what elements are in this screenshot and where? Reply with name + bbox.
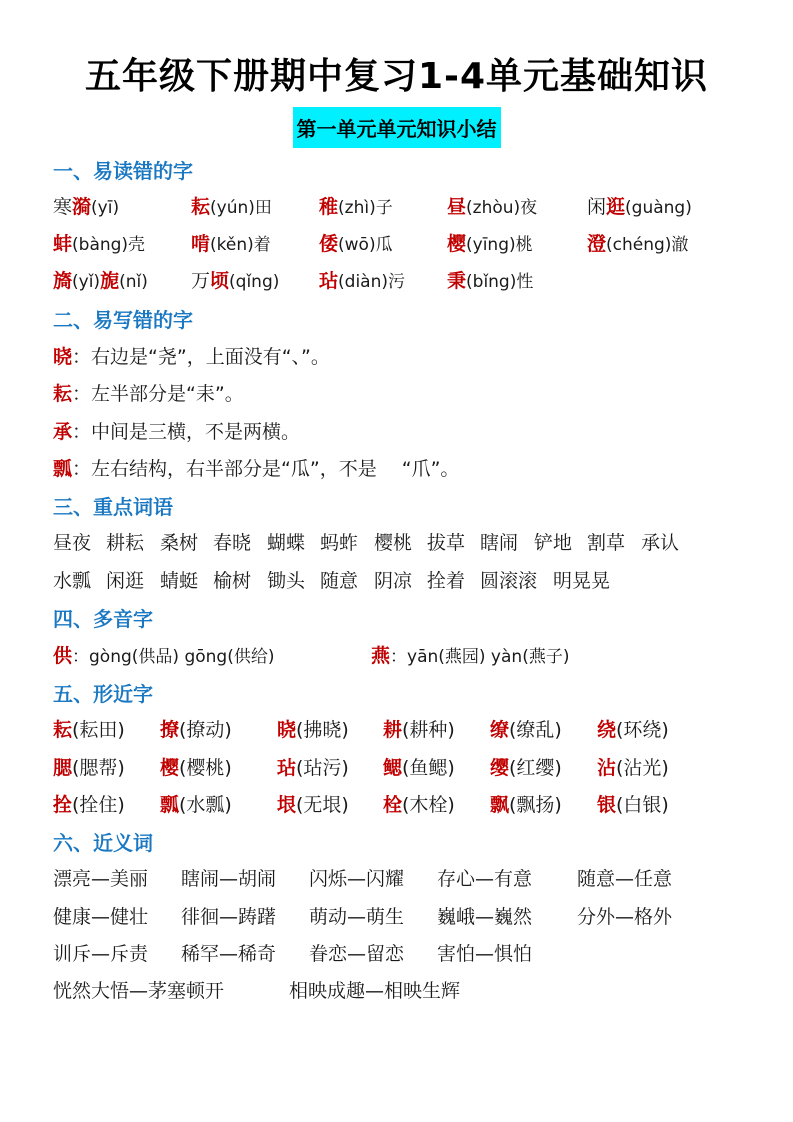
synonym-pair: 萌动—萌生	[309, 906, 405, 928]
vocab-word: 樱桃	[374, 532, 413, 554]
section-heading-synonyms: 六、近义词	[53, 831, 153, 855]
page-title: 五年级下册期中复习1-4单元基础知识	[84, 56, 709, 97]
vocab-word: 耕耘	[106, 532, 145, 554]
writing-item: 晓：右边是“尧”，上面没有“、”。	[53, 346, 330, 368]
synonym-pair: 恍然大悟—茅塞顿开	[53, 980, 225, 1002]
vocab-word: 桑树	[160, 532, 199, 554]
unit-subtitle: 第一单元单元知识小结	[293, 107, 501, 148]
synonym-pair: 害怕—惧怕	[437, 943, 533, 965]
synonym-pair: 训斥—斥责	[53, 943, 149, 965]
polyphone-item: 供：gòng(供品) gōng(供给)	[53, 645, 275, 667]
synonym-pair: 相映成趣—相映生辉	[289, 980, 461, 1002]
vocab-word: 圆滚滚	[480, 570, 538, 592]
vocab-word: 榆树	[213, 570, 252, 592]
section-heading-reading: 一、易读错的字	[53, 159, 193, 183]
vocab-word: 闲逛	[106, 570, 145, 592]
vocab-word: 明晃晃	[553, 570, 611, 592]
vocab-word: 承认	[641, 532, 680, 554]
similar-item: 玷(玷污)	[277, 757, 349, 779]
reading-item: 秉(bǐng)性	[447, 270, 534, 292]
similar-item: 栓(木栓)	[383, 794, 455, 816]
synonym-pair: 随意—任意	[577, 868, 673, 890]
similar-item: 飘(飘扬)	[490, 794, 562, 816]
writing-item: 承：中间是三横，不是两横。	[53, 421, 301, 443]
writing-item: 瓢：左右结构，右半部分是“瓜”，不是 “爪”。	[53, 458, 460, 480]
vocab-word: 水瓢	[53, 570, 92, 592]
synonym-pair: 巍峨—巍然	[437, 906, 533, 928]
similar-item: 撩(撩动)	[160, 719, 232, 741]
synonym-pair: 健康—健壮	[53, 906, 149, 928]
reading-item: 昼(zhòu)夜	[447, 196, 538, 218]
reading-item: 倭(wō)瓜	[319, 233, 393, 255]
vocab-word: 铲地	[534, 532, 573, 554]
reading-item: 啃(kěn)着	[191, 233, 271, 255]
similar-item: 腮(腮帮)	[53, 757, 125, 779]
vocab-word: 拴着	[427, 570, 466, 592]
vocab-word: 瞎闹	[480, 532, 519, 554]
synonym-pair: 漂亮—美丽	[53, 868, 149, 890]
synonym-pair: 存心—有意	[437, 868, 533, 890]
similar-item: 绕(环绕)	[597, 719, 669, 741]
vocab-word: 蜻蜓	[160, 570, 199, 592]
synonym-pair: 徘徊—踌躇	[181, 906, 277, 928]
section-heading-vocab: 三、重点词语	[53, 495, 173, 519]
vocab-word: 随意	[320, 570, 359, 592]
reading-item: 澄(chéng)澈	[587, 233, 689, 255]
section-heading-writing: 二、易写错的字	[53, 308, 193, 332]
reading-item: 闲逛(guàng)	[587, 196, 692, 218]
similar-item: 拴(拴住)	[53, 794, 125, 816]
similar-item: 缭(缭乱)	[490, 719, 562, 741]
vocab-word: 蚂蚱	[320, 532, 359, 554]
synonym-pair: 眷恋—留恋	[309, 943, 405, 965]
reading-item: 旖(yǐ)旎(nǐ)	[53, 270, 148, 292]
similar-item: 缨(红缨)	[490, 757, 562, 779]
similar-item: 鳃(鱼鳃)	[383, 757, 455, 779]
vocab-word: 锄头	[267, 570, 306, 592]
similar-item: 垠(无垠)	[277, 794, 349, 816]
section-heading-similar: 五、形近字	[53, 682, 153, 706]
reading-item: 蚌(bàng)壳	[53, 233, 146, 255]
reading-item: 寒漪(yī)	[53, 196, 120, 218]
similar-item: 晓(拂晓)	[277, 719, 349, 741]
similar-item: 银(白银)	[597, 794, 669, 816]
synonym-pair: 稀罕—稀奇	[181, 943, 277, 965]
section-heading-polyphone: 四、多音字	[53, 607, 153, 631]
reading-item: 玷(diàn)污	[319, 270, 405, 292]
synonym-pair: 分外—格外	[577, 906, 673, 928]
similar-item: 沾(沾光)	[597, 757, 669, 779]
reading-item: 稚(zhì)子	[319, 196, 393, 218]
similar-item: 瓢(水瓢)	[160, 794, 232, 816]
similar-item: 樱(樱桃)	[160, 757, 232, 779]
similar-item: 耕(耕种)	[383, 719, 455, 741]
synonym-pair: 瞎闹—胡闹	[181, 868, 277, 890]
vocab-word: 割草	[587, 532, 626, 554]
vocab-word: 阴凉	[374, 570, 413, 592]
reading-item: 耘(yún)田	[191, 196, 272, 218]
writing-item: 耘：左半部分是“耒”。	[53, 383, 244, 405]
reading-item: 樱(yīng)桃	[447, 233, 533, 255]
vocab-word: 拔草	[427, 532, 466, 554]
vocab-word: 昼夜	[53, 532, 92, 554]
vocab-word: 蝴蝶	[267, 532, 306, 554]
reading-item: 万顷(qǐng)	[191, 270, 280, 292]
synonym-pair: 闪烁—闪耀	[309, 868, 405, 890]
polyphone-item: 燕：yān(燕园) yàn(燕子)	[371, 645, 570, 667]
vocab-word: 春晓	[213, 532, 252, 554]
similar-item: 耘(耘田)	[53, 719, 125, 741]
